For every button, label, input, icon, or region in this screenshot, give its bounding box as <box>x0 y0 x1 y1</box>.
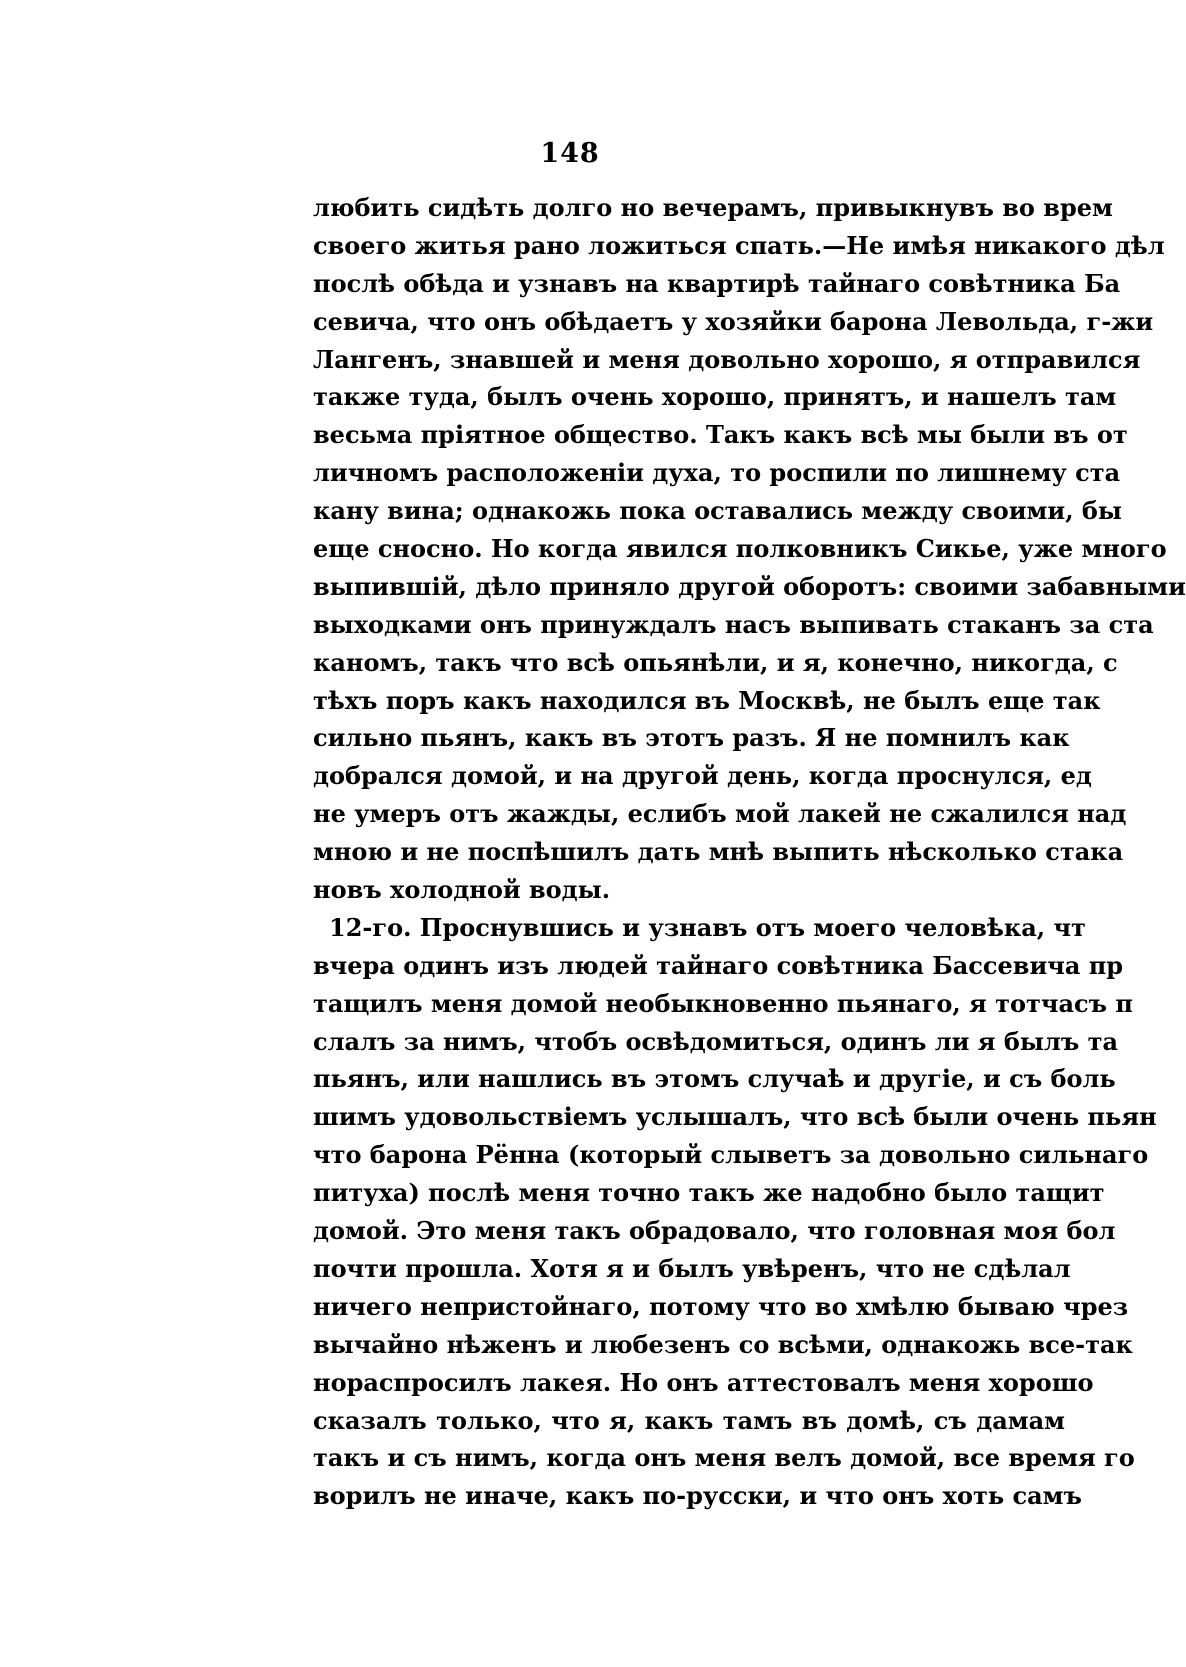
text-line: также туда, былъ очень хорошо, принятъ, и нашелъ там <box>313 382 1117 412</box>
text-line: сказалъ только, что я, какъ тамъ въ домѣ, съ дамам <box>313 1405 1065 1435</box>
text-line: питуха) послѣ меня точно такъ же надобно было тащит <box>313 1178 1105 1208</box>
text-line: кану вина; однакожь пока оставались между своими, бы <box>313 496 1122 526</box>
text-line: шимъ удовольствіемъ услышалъ, что всѣ были очень пьян <box>313 1102 1157 1132</box>
text-line: еще сносно. Но когда явился полковникъ Сикье, уже много <box>313 534 1167 564</box>
body-text <box>313 189 1186 1515</box>
text-line: вычайно нѣженъ и любезенъ со всѣми, однакожь все-так <box>313 1329 1133 1359</box>
text-line: почти прошла. Хотя я и былъ увѣренъ, что не сдѣлал <box>313 1253 1071 1283</box>
text-line: что барона Рённа (который слыветъ за довольно сильнаго <box>313 1140 1149 1170</box>
text-line: вчера одинъ изъ людей тайнаго совѣтника Бассевича пр <box>313 950 1124 980</box>
text-line: личномъ расположеніи духа, то роспили по лишнему ста <box>313 458 1121 488</box>
text-line: слалъ за нимъ, чтобъ освѣдомиться, одинъ ли я былъ та <box>313 1026 1119 1056</box>
text-line: своего житья рано ложиться спать.—Не имѣя никакого дѣл <box>313 230 1165 260</box>
text-line: сильно пьянъ, какъ въ этотъ разъ. Я не помнилъ как <box>313 723 1070 753</box>
paragraph-end-line: новъ холодной воды. <box>313 875 611 905</box>
paragraph-start-line: 12-го. Проснувшись и узнавъ отъ моего человѣка, чт <box>329 912 1086 942</box>
text-line: мною и не поспѣшилъ дать мнѣ выпить нѣсколько стака <box>313 837 1124 867</box>
text-line: такъ и съ нимъ, когда онъ меня велъ домой, все время го <box>313 1443 1135 1473</box>
text-line: нораспросилъ лакея. Но онъ аттестовалъ меня хорошо <box>313 1367 1094 1397</box>
text-line: выходками онъ принуждалъ насъ выпивать стаканъ за ста <box>313 609 1154 639</box>
text-line: послѣ обѣда и узнавъ на квартирѣ тайнаго совѣтника Ба <box>313 268 1121 298</box>
text-line: тѣхъ поръ какъ находился въ Москвѣ, не былъ еще так <box>313 685 1101 715</box>
text-line: выпившій, дѣло приняло другой оборотъ: своими забавными <box>313 571 1186 601</box>
text-line: севича, что онъ обѣдаетъ у хозяйки барона Левольда, г-жи <box>313 306 1154 336</box>
page-number: 148 <box>540 138 600 169</box>
text-line: пьянъ, или нашлись въ этомъ случаѣ и другіе, и съ боль <box>313 1064 1116 1094</box>
text-line: добрался домой, и на другой день, когда проснулся, ед <box>313 761 1092 791</box>
text-line: Лангенъ, знавшей и меня довольно хорошо, я отправился <box>313 344 1141 374</box>
text-line: весьма пріятное общество. Такъ какъ всѣ мы были въ от <box>313 420 1128 450</box>
text-line: тащилъ меня домой необыкновенно пьянаго, я тотчасъ п <box>313 988 1133 1018</box>
text-line: ворилъ не иначе, какъ по-русски, и что онъ хоть самъ <box>313 1481 1082 1511</box>
text-line: ничего непристойнаго, потому что во хмѣлю бываю чрез <box>313 1291 1129 1321</box>
text-line: домой. Это меня такъ обрадовало, что головная моя бол <box>313 1216 1116 1246</box>
text-line: любить сидѣть долго но вечерамъ, привыкнувъ во врем <box>313 193 1113 222</box>
text-line: не умеръ отъ жажды, еслибъ мой лакей не сжалился над <box>313 799 1127 829</box>
text-line: каномъ, такъ что всѣ опьянѣли, и я, конечно, никогда, с <box>313 647 1118 677</box>
